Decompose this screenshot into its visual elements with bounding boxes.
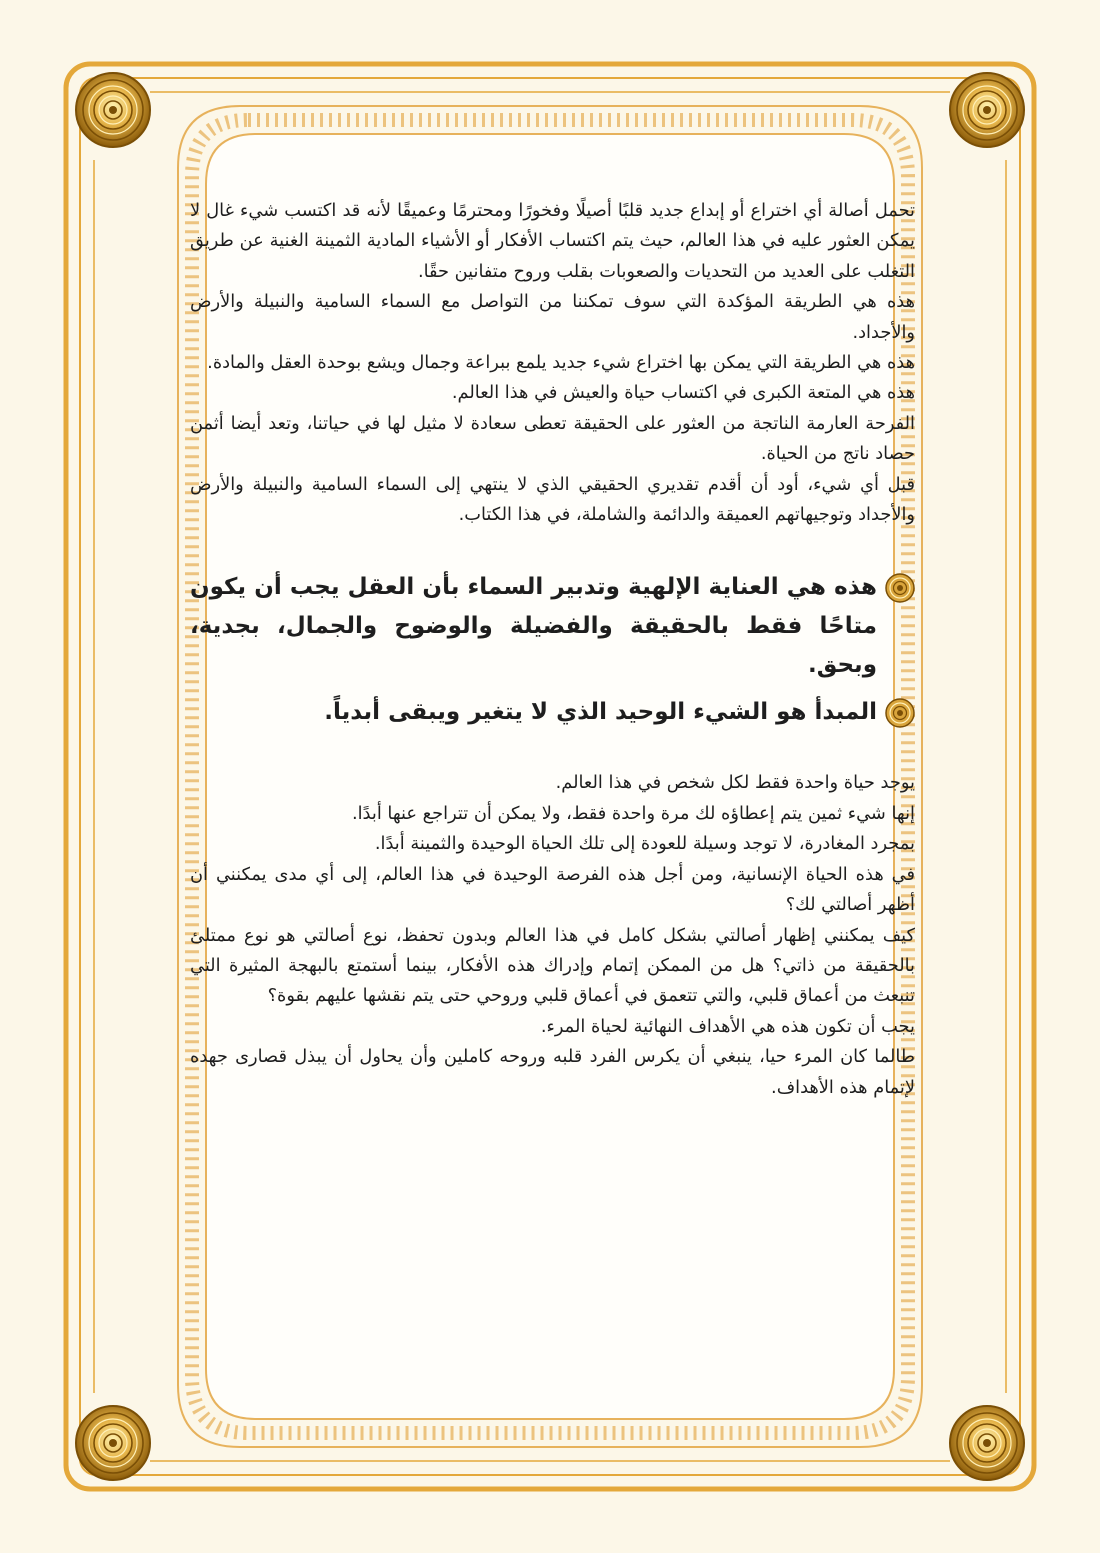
page-content — [190, 196, 915, 1336]
paragraph: هذه هي الطريقة التي يمكن بها اختراع شيء جديد يلمع ببراعة وجمال ويشع بوحدة العقل والمادة. — [207, 352, 915, 374]
paragraph: كيف يمكنني إظهار أصالتي بشكل كامل في هذا العالم وبدون تحفظ، نوع أصالتي هو نوع ممتلئ بالحقيقة من ذاتي؟ هل من الممكن إتمام وإدراك هذه الأفكار، بينما أستمتع بالبهجة المثيرة التي تنبعث من أعماق قلبي، والتي تتعمق في أعماق قلبي وروحي حتى يتم نقشها عليهم بقوة؟ — [190, 924, 915, 1007]
paragraph: قبل أي شيء، أود أن أقدم تقديري الحقيقي الذي لا ينتهي إلى السماء السامية والنبيلة والأرض والأجداد وتوجيهاتهم العميقة والدائمة والشاملة، في هذا الكتاب. — [190, 473, 915, 526]
paragraph: إنها شيء ثمين يتم إعطاؤه لك مرة واحدة فقط، ولا يمكن أن تتراجع عنها أبدًا. — [351, 802, 915, 824]
highlight-item — [190, 568, 915, 685]
highlight-list — [190, 568, 915, 732]
closing-section — [190, 768, 915, 1102]
paragraph: في هذه الحياة الإنسانية، ومن أجل هذه الفرصة الوحيدة في هذا العالم، إلى أي مدى يمكنني أن أظهر أصالتي لك؟ — [190, 863, 915, 916]
highlight-item — [190, 693, 915, 732]
corner-medallion-bottom-left — [76, 1406, 150, 1480]
paragraph: بمجرد المغادرة، لا توجد وسيلة للعودة إلى تلك الحياة الوحيدة والثمينة أبدًا. — [374, 833, 915, 855]
highlight-text: المبدأ هو الشيء الوحيد الذي لا يتغير ويبقى أبدياً. — [324, 699, 877, 726]
paragraph: يجب أن تكون هذه هي الأهداف النهائية لحياة المرء. — [540, 1015, 915, 1037]
gold-disc-bullet-icon — [885, 573, 915, 603]
paragraph: يوجد حياة واحدة فقط لكل شخص في هذا العالم. — [555, 772, 915, 794]
paragraph: هذه هي المتعة الكبرى في اكتساب حياة والعيش في هذا العالم. — [451, 382, 915, 404]
corner-medallion-bottom-right — [950, 1406, 1024, 1480]
highlight-text: هذه هي العناية الإلهية وتدبير السماء بأن العقل يجب أن يكون متاحًا فقط بالحقيقة والفضيلة والوضوح والجمال، بجدية، وبحق. — [190, 574, 877, 679]
gold-disc-bullet-icon — [885, 698, 915, 728]
paragraph: هذه هي الطريقة المؤكدة التي سوف تمكننا من التواصل مع السماء السامية والنبيلة والأرض والأجداد. — [190, 291, 915, 343]
corner-medallion-top-left — [76, 73, 150, 147]
intro-section — [190, 196, 915, 530]
paragraph: الفرحة العارمة الناتجة من العثور على الحقيقة تعطى سعادة لا مثيل لها في حياتنا، وتعد أيضا أثمن حصاد ناتج من الحياة. — [190, 412, 915, 465]
paragraph: طالما كان المرء حيا، ينبغي أن يكرس الفرد قلبه وروحه كاملين وأن يحاول أن يبذل قصارى جهده لإتمام هذه الأهداف. — [190, 1046, 915, 1098]
paragraph: تحمل أصالة أي اختراع أو إبداع جديد قلبًا أصيلًا وفخورًا ومحترمًا وعميقًا لأنه قد اكتسب شيء غال لا يمكن العثور عليه في هذا العالم، حيث يتم اكتساب الأفكار أو الأشياء المادية الثمينة الغنية عن طريق التغلب على العديد من التحديات والصعوبات بقلب وروح متفانين حقًا. — [190, 200, 915, 282]
corner-medallion-top-right — [950, 73, 1024, 147]
